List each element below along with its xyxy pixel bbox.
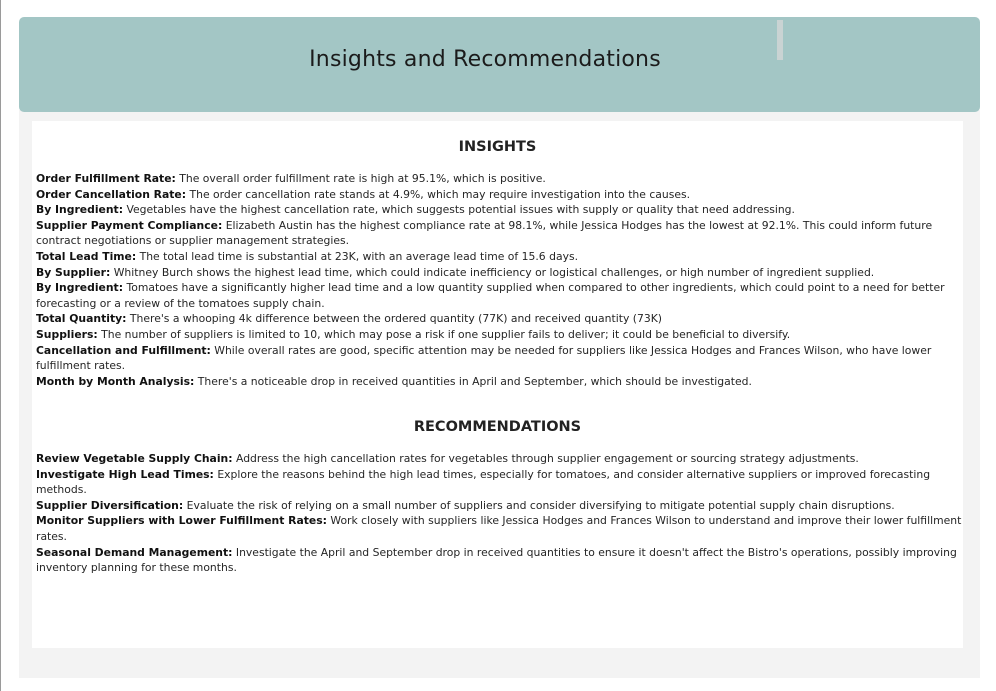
recommendation-item [36,467,963,498]
insight-item [36,343,963,374]
insight-label: By Ingredient: [36,203,124,217]
insight-label: Total Lead Time: [36,249,137,263]
recommendation-text: Explore the reasons behind the high lead times, especially for tomatoes, and consider alternative suppliers or improved forecasting methods. [36,467,931,497]
insight-item [36,218,963,249]
recommendation-text: Investigate the April and September drop in received quantities to ensure it doesn't affect the Bistro's operations, possibly improving inventory planning for these months. [36,545,957,575]
recommendation-text: Work closely with suppliers like Jessica Hodges and Frances Wilson to understand and improve their lower fulfillment rates. [36,514,962,543]
insights-heading: INSIGHTS [458,139,537,155]
insight-label: Total Quantity: [36,312,127,326]
insight-label: By Ingredient: [36,281,124,295]
insight-item [36,311,963,327]
recommendations-heading: RECOMMENDATIONS [413,419,582,435]
insight-text: The total lead time is substantial at 23K, with an average lead time of 15.6 days. [136,249,579,263]
insight-label: Order Fulfillment Rate: [36,172,176,185]
insight-label: By Supplier: [36,265,111,279]
insight-text: Elizabeth Austin has the highest compliance rate at 98.1%, while Jessica Hodges has the lowest at 92.1%. This could inform future contract negotiations or supplier management strategies. [36,218,933,248]
insight-text: The number of suppliers is limited to 10, which may pose a risk if one supplier fails to deliver; it could be beneficial to diversify. [97,327,791,341]
insight-item [36,171,963,187]
insight-item [36,280,963,311]
recommendation-label: Monitor Suppliers with Lower Fulfillment Rates: [36,514,327,528]
insight-label: Cancellation and Fulfillment: [36,343,211,357]
recommendations-list [36,451,963,576]
insight-label: Order Cancellation Rate: [36,187,187,201]
insight-text: While overall rates are good, specific attention may be needed for suppliers like Jessica Hodges and Frances Wilson, who have lower fulfillment rates. [36,343,932,373]
insight-item [36,187,963,203]
insight-label: Suppliers: [36,327,98,341]
recommendation-label: Supplier Diversification: [36,498,184,512]
insight-item [36,327,963,343]
recommendation-text: Evaluate the risk of relying on a small number of suppliers and consider diversifying to mitigate potential supply chain disruptions. [183,498,895,512]
insight-label: Month by Month Analysis: [36,374,195,388]
recommendation-label: Seasonal Demand Management: [36,545,233,559]
insight-text: Tomatoes have a significantly higher lead time and a low quantity supplied when compared to other ingredients, which could point to a need for better forecasting or a review of the tomatoes supply chain. [36,281,945,310]
insight-text: The overall order fulfillment rate is high at 95.1%, which is positive. [175,172,546,185]
insight-item [36,202,963,218]
insight-text: Whitney Burch shows the highest lead time, which could indicate inefficiency or logistical challenges, or high number of ingredient supplied. [110,265,875,279]
insight-text: Vegetables have the highest cancellation rate, which suggests potential issues with supply or quality that need addressing. [123,203,795,217]
recommendation-item [36,451,963,467]
recommendation-item [36,513,963,544]
header-banner [19,17,980,112]
page-title: Insights and Recommendations [309,47,661,72]
insights-card [32,121,963,648]
insights-list [36,171,963,389]
insight-item [36,249,963,265]
header-divider-mark [777,20,783,60]
recommendation-item [36,498,963,514]
recommendation-text: Address the high cancellation rates for vegetables through supplier engagement or sourcing strategy adjustments. [232,452,859,465]
insight-label: Supplier Payment Compliance: [36,218,223,232]
insight-item [36,374,963,390]
insight-text: The order cancellation rate stands at 4.9%, which may require investigation into the causes. [186,187,691,201]
recommendation-label: Investigate High Lead Times: [36,467,214,481]
insight-text: There's a whooping 4k difference between the ordered quantity (77K) and received quantity (73K) [126,312,663,326]
insight-text: There's a noticeable drop in received quantities in April and September, which should be investigated. [194,374,752,388]
insight-item [36,265,963,281]
recommendation-label: Review Vegetable Supply Chain: [36,452,233,465]
recommendation-item [36,545,963,576]
